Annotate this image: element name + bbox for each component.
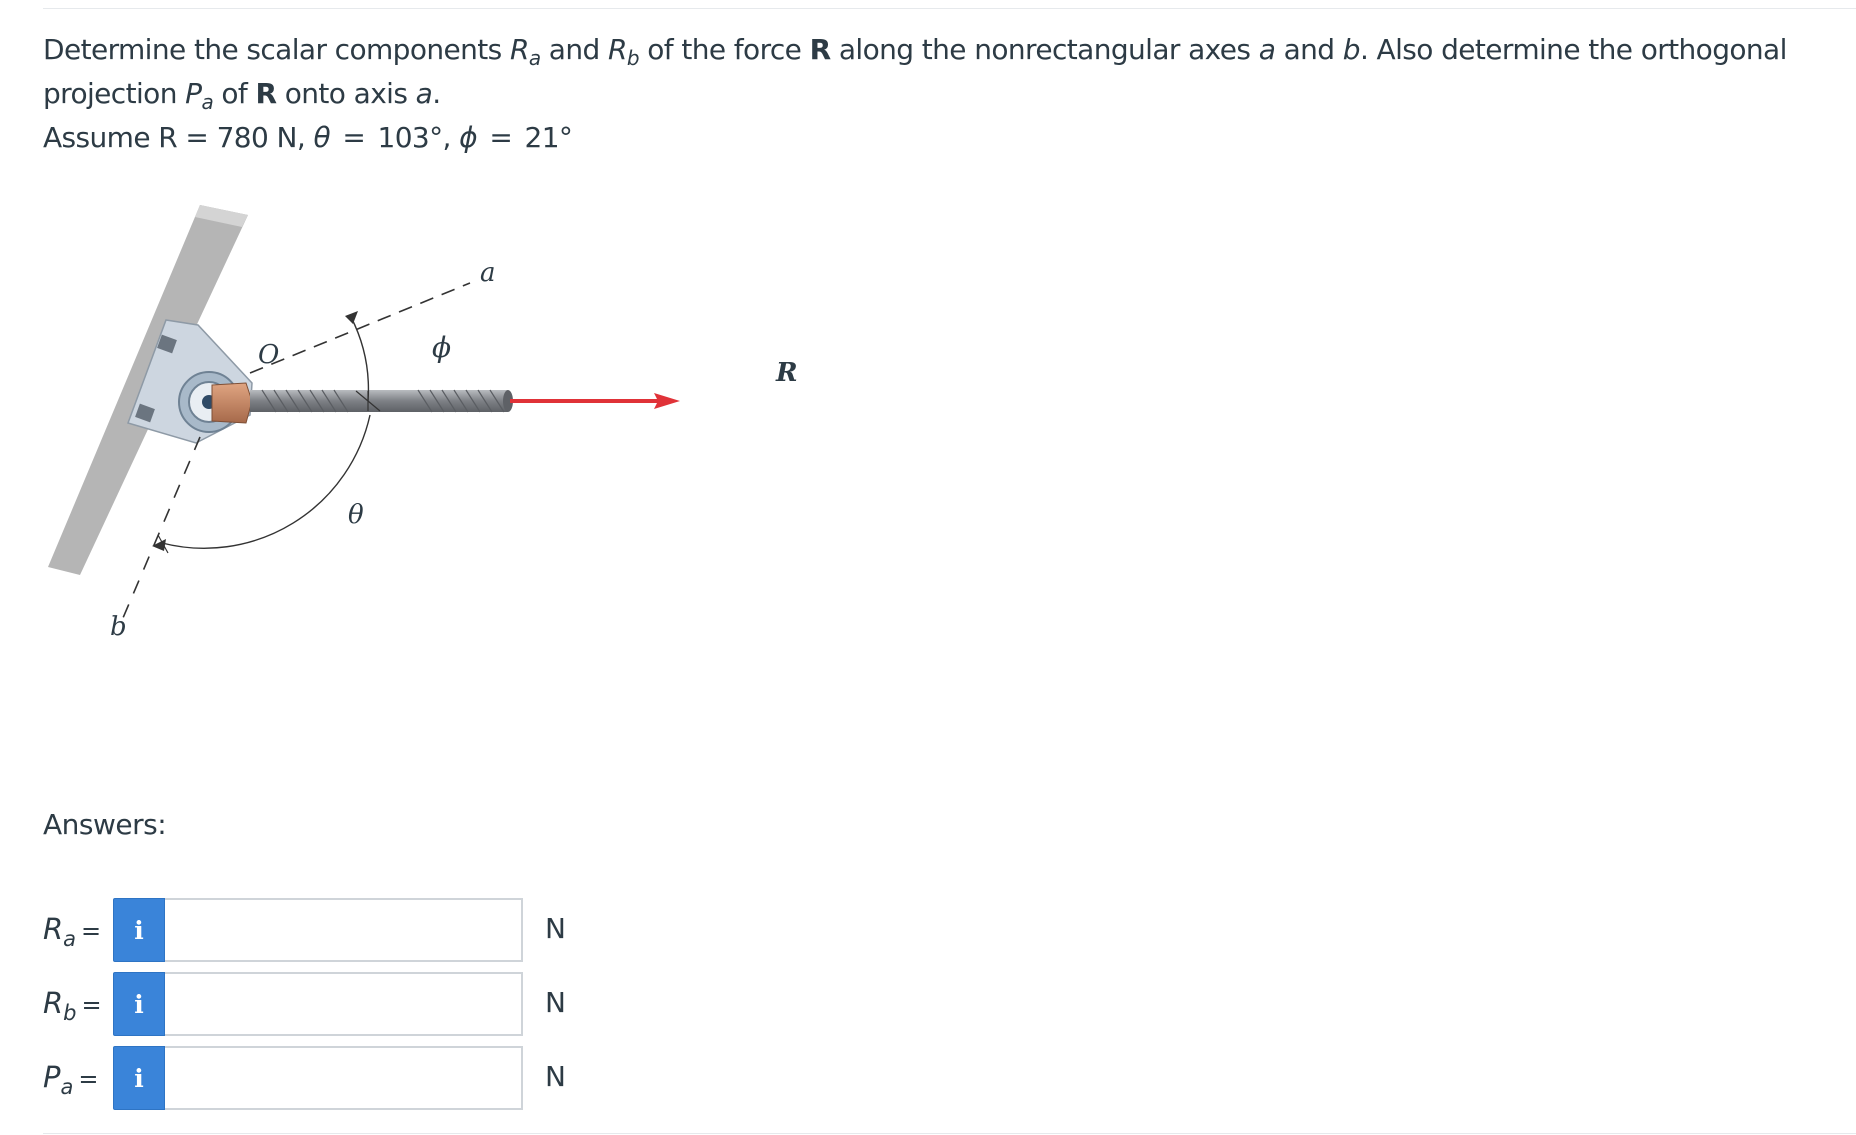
answer-input-Ra[interactable] [165, 898, 523, 962]
question-line-1: Determine the scalar components $R_a$ and $R_b$ of the force R along the nonrectangular axes a and b. Also determine the orthogonal [43, 33, 1787, 70]
unit-Pa: N [545, 1060, 566, 1093]
answer-row-Rb [43, 972, 603, 1036]
question-text [43, 28, 1843, 160]
answer-input-Pa[interactable] [165, 1046, 523, 1110]
unit-Rb: N [545, 986, 566, 1019]
axis-b-line [120, 437, 200, 625]
info-icon-button-Rb[interactable]: i [113, 972, 165, 1036]
problem-figure [40, 205, 830, 765]
top-divider [43, 8, 1856, 9]
answers-label: Answers: [43, 808, 167, 841]
label-axis-a: a [480, 258, 496, 288]
bottom-divider [43, 1133, 1856, 1134]
phi-arc [351, 317, 368, 401]
answer-row-Ra [43, 898, 603, 962]
phi-arc-arrow [345, 311, 358, 324]
figure-svg [40, 205, 830, 765]
answer-variable-Ra: $R_a$ = [43, 912, 102, 951]
label-force-R: R [776, 358, 798, 388]
label-theta: θ [348, 500, 364, 530]
label-phi: ϕ [432, 331, 452, 364]
answer-row-Pa [43, 1046, 603, 1110]
label-origin-O: O [258, 340, 280, 370]
question-line-2: projection $P_a$ of R onto axis a. [43, 77, 441, 114]
unit-Ra: N [545, 912, 566, 945]
answer-input-Rb[interactable] [165, 972, 523, 1036]
label-axis-b: b [110, 612, 127, 642]
answer-variable-Rb: $R_b$ = [43, 986, 102, 1025]
info-icon-button-Ra[interactable]: i [113, 898, 165, 962]
question-line-3: Assume R = 780 N, θ = 103°, ϕ = 21° [43, 121, 573, 154]
clevis [212, 383, 252, 423]
answer-variable-Pa: $P_a$ = [43, 1060, 99, 1099]
info-icon-button-Pa[interactable]: i [113, 1046, 165, 1110]
